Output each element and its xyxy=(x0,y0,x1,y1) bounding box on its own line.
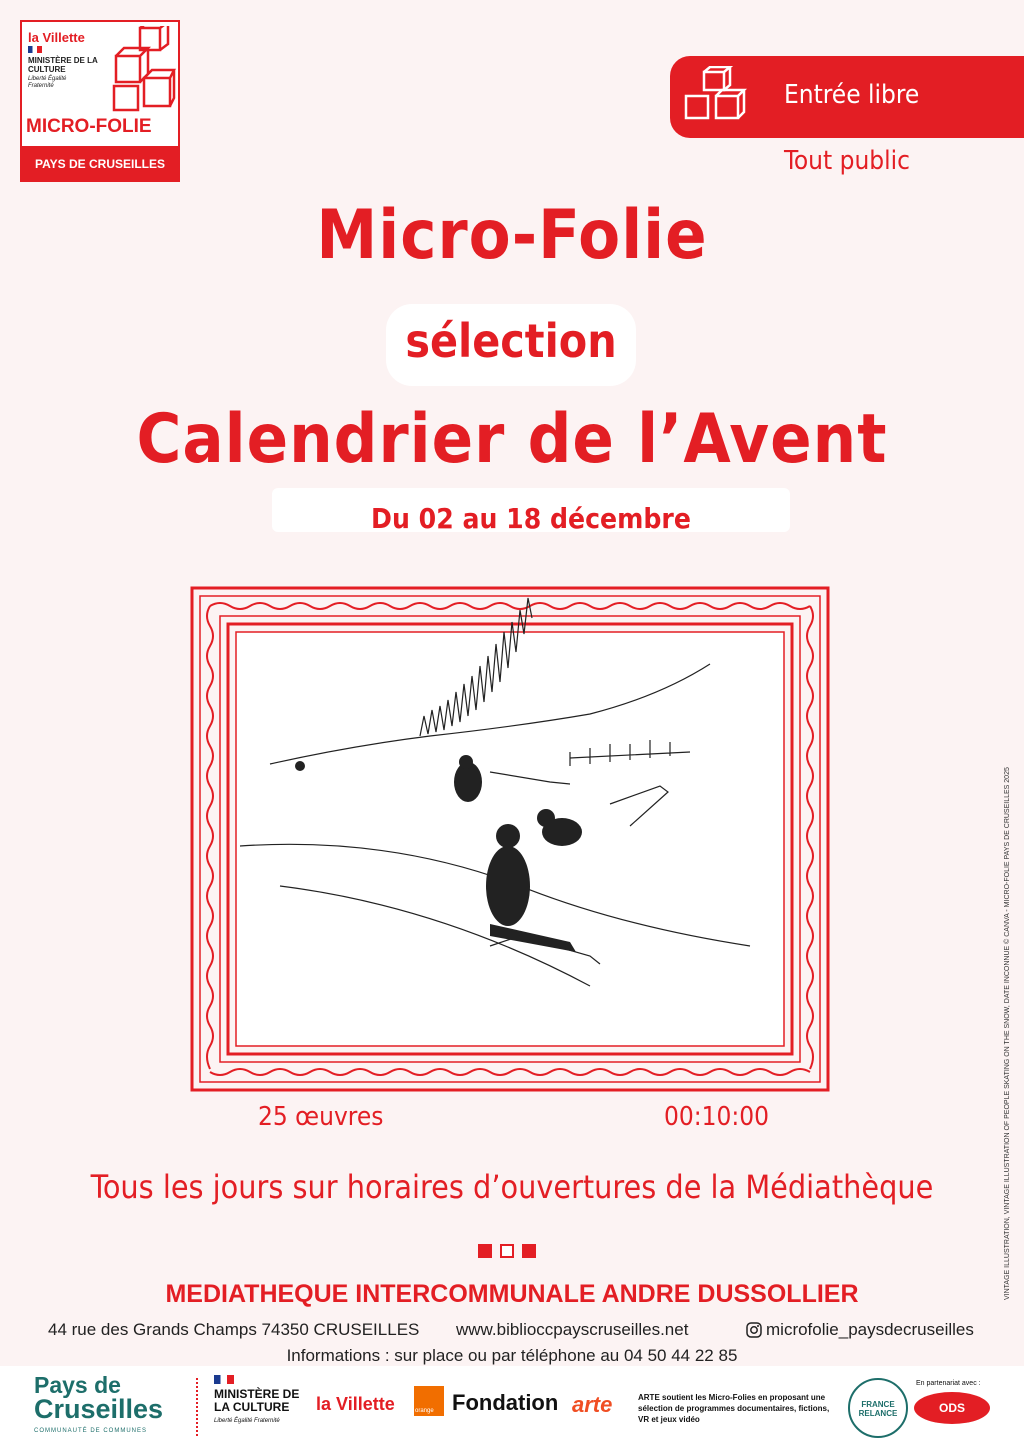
logo-place: PAYS DE CRUSEILLES xyxy=(22,146,178,182)
decorative-squares xyxy=(478,1244,536,1258)
ministry-label: MINISTÈRE DE LA CULTURE xyxy=(28,56,98,74)
arte-logo: arte xyxy=(572,1392,613,1417)
schedule: Tous les jours sur horaires d’ouvertures de la Médiathèque xyxy=(90,1168,934,1206)
footer-divider xyxy=(196,1378,198,1436)
square-icon xyxy=(522,1244,536,1258)
footer-villette-logo: la Villette xyxy=(316,1394,395,1414)
instagram-icon xyxy=(746,1322,762,1338)
duration: 00:10:00 xyxy=(664,1102,770,1132)
date-range: Du 02 au 18 décembre xyxy=(371,502,691,535)
selection-label: sélection xyxy=(405,314,617,368)
audience-label: Tout public xyxy=(784,146,910,176)
square-outline-icon xyxy=(500,1244,514,1258)
works-count: 25 œuvres xyxy=(258,1102,384,1132)
pays-logo-line2: Cruseilles xyxy=(34,1394,164,1424)
square-icon xyxy=(478,1244,492,1258)
france-relance-text: FRANCE RELANCE xyxy=(858,1400,898,1418)
footer-ministry: MINISTÈRE DE LA CULTURE xyxy=(214,1387,300,1414)
venue-website-link[interactable]: www.biblioccpayscruseilles.net xyxy=(456,1320,689,1339)
cubes-icon xyxy=(680,66,750,128)
arte-support-text: ARTE soutient les Micro-Folies en proposant une sélection de programmes documentaires, fictions, VR et jeux vidéo xyxy=(638,1393,830,1424)
fondation-label: Fondation xyxy=(452,1390,559,1415)
ods-radio-logo: ODS xyxy=(914,1392,990,1424)
ornamental-frame xyxy=(190,586,830,1092)
french-flag-icon xyxy=(214,1375,234,1384)
cubes-icon xyxy=(110,26,176,112)
ministry-motto: Liberté Égalité Fraternité xyxy=(28,76,67,89)
la-villette-logo-text: la Villette xyxy=(28,30,85,45)
micro-folie-logo xyxy=(20,20,180,182)
info-line: Informations : sur place ou par téléphone au 04 50 44 22 85 xyxy=(286,1346,738,1365)
pays-logo-line1: Pays de xyxy=(34,1372,121,1398)
image-credit: VINTAGE ILLUSTRATION, VINTAGE ILLUSTRATION OF PEOPLE SKATING ON THE SNOW, DATE INCONNUE © CANVA - MICRO-FOLIE PAYS DE CRUSEILLES 2025 xyxy=(1004,767,1011,1300)
footer-ministry-motto: Liberté Égalité Fraternité xyxy=(214,1418,280,1424)
entry-label: Entrée libre xyxy=(784,80,920,110)
venue-address: 44 rue des Grands Champs 74350 CRUSEILLES xyxy=(48,1320,420,1339)
french-flag-icon xyxy=(28,46,42,53)
subtitle: Calendrier de l’Avent xyxy=(136,400,888,479)
instagram-handle: microfolie_paysdecruseilles xyxy=(766,1320,974,1339)
venue-name: MEDIATHEQUE INTERCOMMUNALE ANDRE DUSSOLLIER xyxy=(165,1280,859,1308)
pays-logo-line3: COMMUNAUTÉ DE COMMUNES xyxy=(34,1428,147,1434)
main-title: Micro-Folie xyxy=(316,196,708,275)
partner-label: En partenariat avec : xyxy=(916,1380,981,1387)
orange-logo-text: orange xyxy=(415,1408,434,1414)
logo-title: MICRO-FOLIE xyxy=(26,116,152,137)
instagram-link[interactable] xyxy=(746,1320,974,1340)
